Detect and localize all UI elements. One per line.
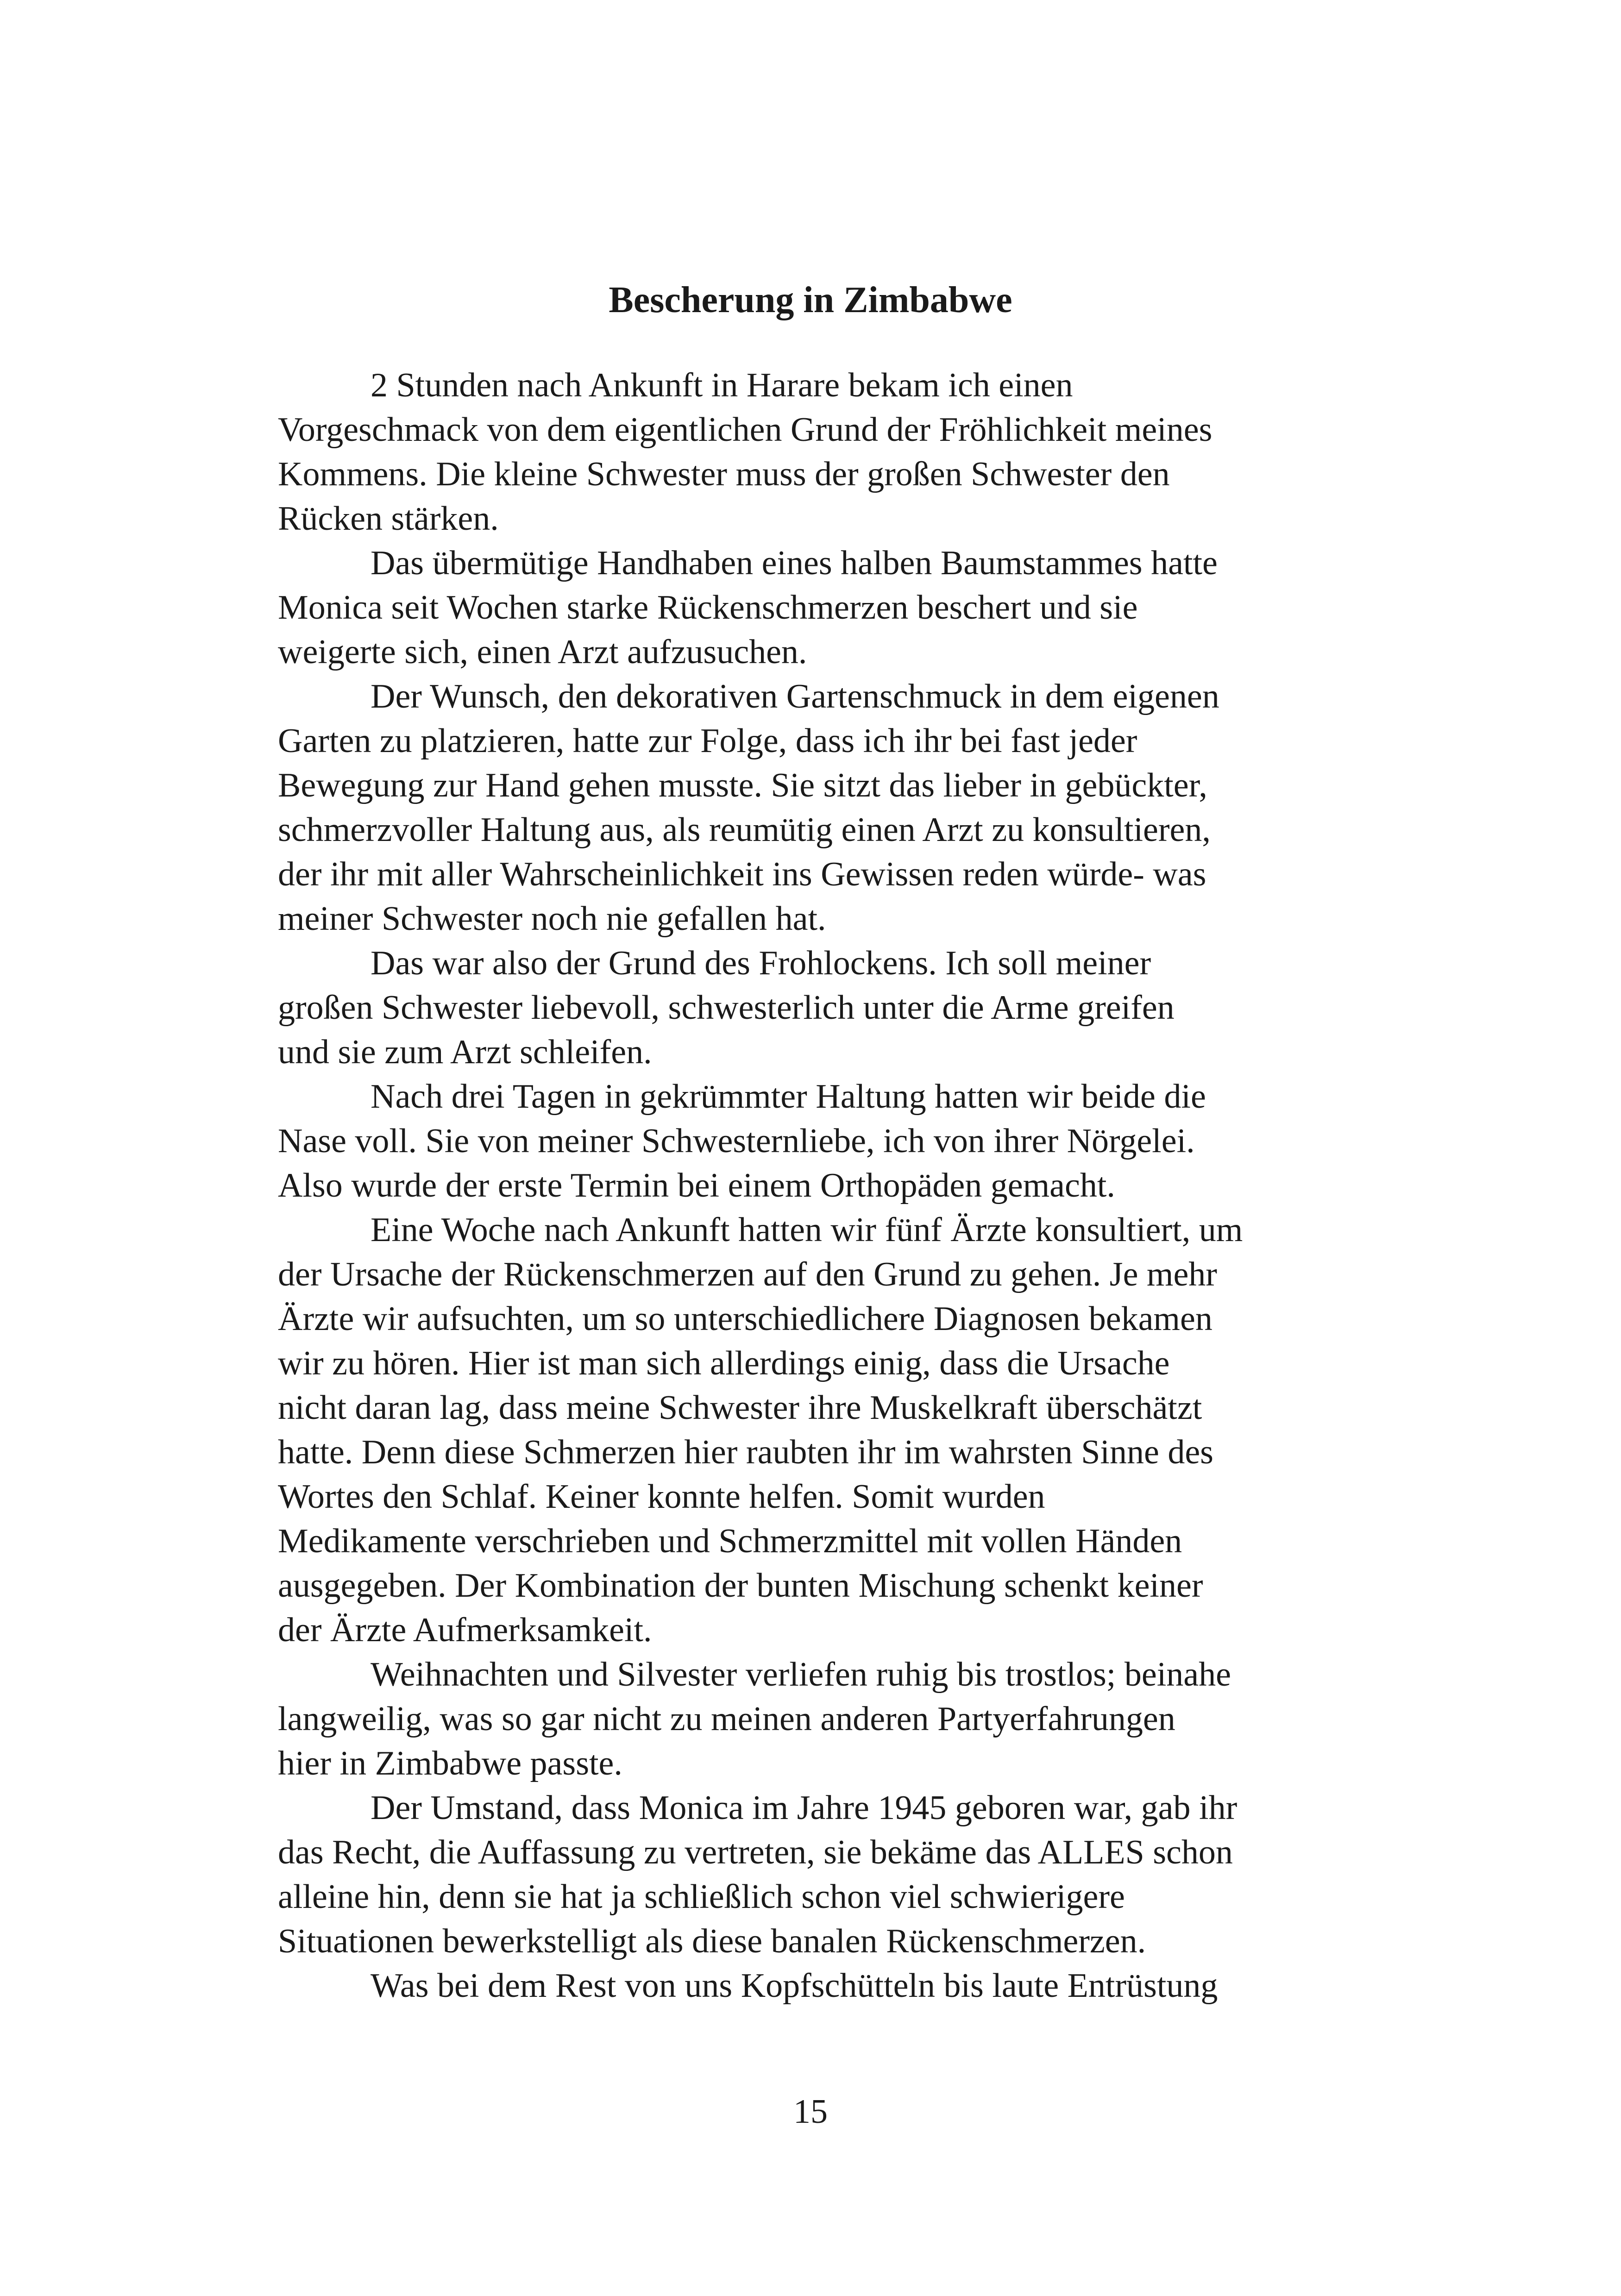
text-line: der Ursache der Rückenschmerzen auf den Grund zu gehen. Je mehr <box>278 1255 1217 1293</box>
text-line: alleine hin, denn sie hat ja schließlich schon viel schwierigere <box>278 1878 1125 1916</box>
text-line: Das übermütige Handhaben eines halben Baumstammes hatte <box>371 544 1218 582</box>
text-line: Der Umstand, dass Monica im Jahre 1945 geboren war, gab ihr <box>371 1789 1238 1827</box>
text-line: der ihr mit aller Wahrscheinlichkeit ins Gewissen reden würde- was <box>278 855 1206 893</box>
text-line: weigerte sich, einen Arzt aufzusuchen. <box>278 633 807 671</box>
text-line: Monica seit Wochen starke Rückenschmerzen beschert und sie <box>278 589 1138 627</box>
text-line: Nase voll. Sie von meiner Schwesternliebe, ich von ihrer Nörgelei. <box>278 1122 1195 1160</box>
text-line: hatte. Denn diese Schmerzen hier raubten ihr im wahrsten Sinne des <box>278 1433 1213 1471</box>
page-number: 15 <box>793 2093 828 2131</box>
text-line: großen Schwester liebevoll, schwesterlich unter die Arme greifen <box>278 989 1175 1027</box>
text-line: schmerzvoller Haltung aus, als reumütig einen Arzt zu konsultieren, <box>278 811 1211 849</box>
paragraph <box>278 941 1366 1074</box>
paragraph <box>278 1786 1366 1964</box>
text-line: nicht daran lag, dass meine Schwester ihre Muskelkraft überschätzt <box>278 1389 1202 1427</box>
text-line: Bewegung zur Hand gehen musste. Sie sitzt das lieber in gebückter, <box>278 766 1207 804</box>
paragraph <box>278 674 1366 941</box>
text-line: Eine Woche nach Ankunft hatten wir fünf Ärzte konsultiert, um <box>371 1211 1243 1249</box>
text-line: der Ärzte Aufmerksamkeit. <box>278 1611 652 1649</box>
text-line: und sie zum Arzt schleifen. <box>278 1033 652 1071</box>
body-text <box>278 363 1366 2008</box>
text-line: Das war also der Grund des Frohlockens. Ich soll meiner <box>371 944 1151 982</box>
text-line: meiner Schwester noch nie gefallen hat. <box>278 900 826 938</box>
text-line: ausgegeben. Der Kombination der bunten Mischung schenkt keiner <box>278 1567 1203 1605</box>
text-line: Rücken stärken. <box>278 500 499 538</box>
text-line: Kommens. Die kleine Schwester muss der großen Schwester den <box>278 455 1170 493</box>
text-line: 2 Stunden nach Ankunft in Harare bekam ich einen <box>371 366 1073 404</box>
paragraph <box>278 1208 1366 1652</box>
paragraph <box>278 1652 1366 1786</box>
text-line: Medikamente verschrieben und Schmerzmittel mit vollen Händen <box>278 1522 1182 1560</box>
paragraph <box>278 363 1366 541</box>
paragraph <box>278 1074 1366 1208</box>
text-line: hier in Zimbabwe passte. <box>278 1744 622 1782</box>
text-line: Situationen bewerkstelligt als diese banalen Rückenschmerzen. <box>278 1922 1146 1960</box>
text-line: Ärzte wir aufsuchten, um so unterschiedlichere Diagnosen bekamen <box>278 1300 1213 1338</box>
text-line: Weihnachten und Silvester verliefen ruhig bis trostlos; beinahe <box>371 1656 1231 1694</box>
text-line: Garten zu platzieren, hatte zur Folge, dass ich ihr bei fast jeder <box>278 722 1137 760</box>
paragraph <box>278 1964 1366 2008</box>
text-line: wir zu hören. Hier ist man sich allerdings einig, dass die Ursache <box>278 1344 1170 1382</box>
text-line: Der Wunsch, den dekorativen Gartenschmuck in dem eigenen <box>371 678 1219 715</box>
paragraph <box>278 541 1366 674</box>
text-line: Wortes den Schlaf. Keiner konnte helfen. Somit wurden <box>278 1478 1045 1516</box>
text-line: Vorgeschmack von dem eigentlichen Grund der Fröhlichkeit meines <box>278 411 1213 449</box>
text-line: Nach drei Tagen in gekrümmter Haltung hatten wir beide die <box>371 1078 1206 1116</box>
chapter-title: Bescherung in Zimbabwe <box>609 280 1012 320</box>
text-line: das Recht, die Auffassung zu vertreten, sie bekäme das ALLES schon <box>278 1833 1233 1871</box>
text-line: langweilig, was so gar nicht zu meinen anderen Partyerfahrungen <box>278 1700 1175 1738</box>
text-line: Also wurde der erste Termin bei einem Orthopäden gemacht. <box>278 1167 1115 1204</box>
text-line: Was bei dem Rest von uns Kopfschütteln bis laute Entrüstung <box>371 1967 1218 2005</box>
